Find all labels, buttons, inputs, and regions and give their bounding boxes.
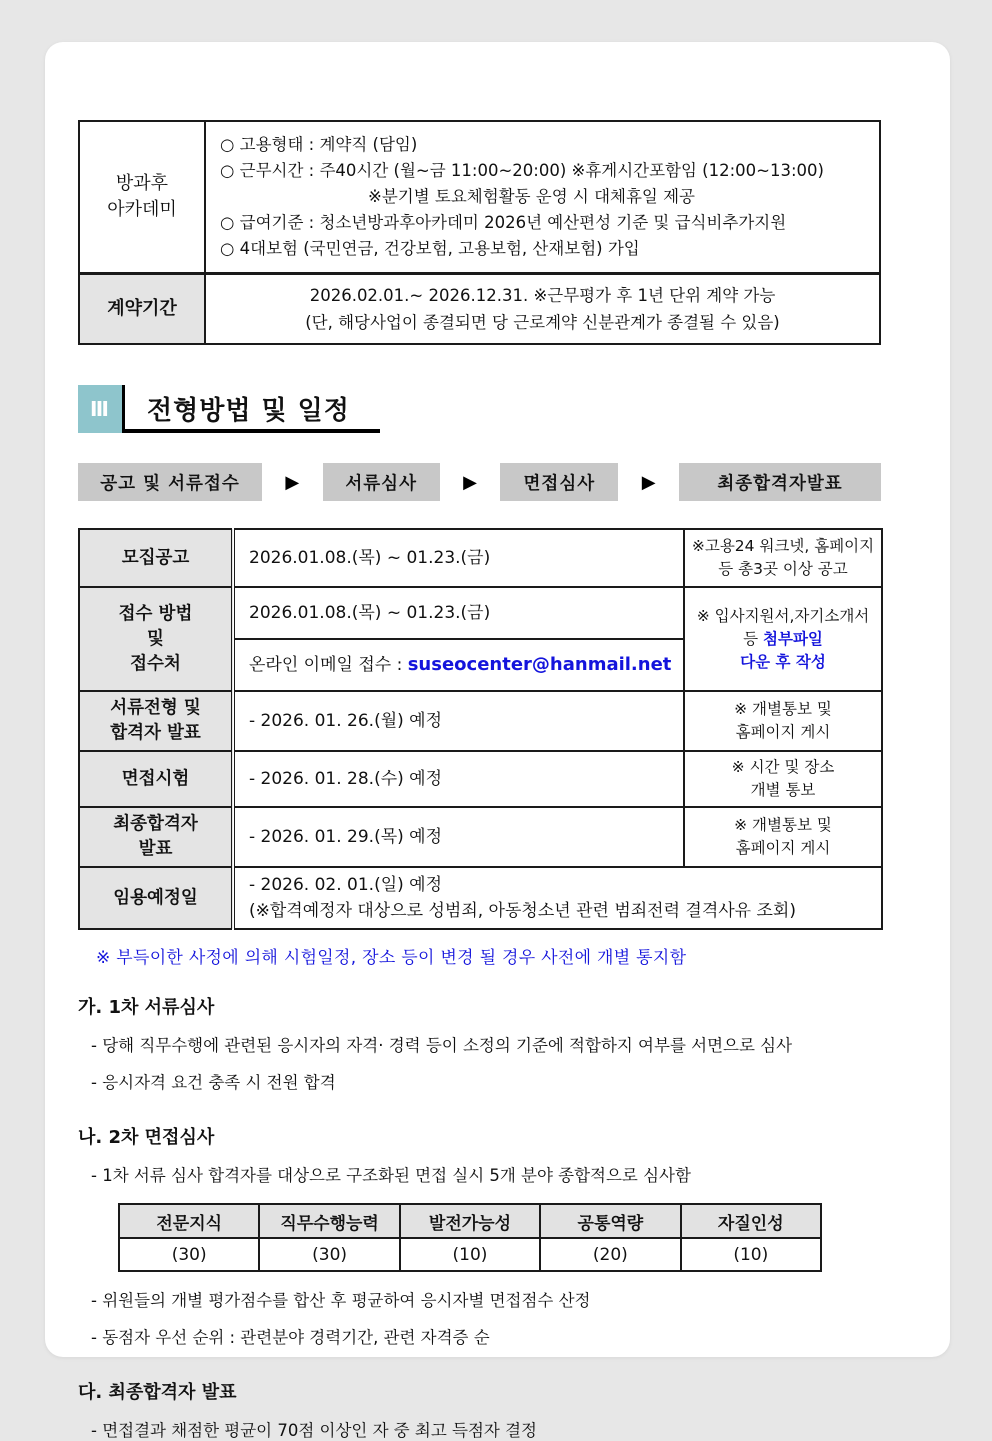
date-line: - 2026. 02. 01.(일) 예정 — [249, 875, 443, 895]
score-value: (10) — [400, 1238, 540, 1271]
change-notice: ※ 부득이한 사정에 의해 시험일정, 장소 등이 변경 될 경우 사전에 개별 통지함 — [96, 948, 687, 968]
list-item: - 응시자격 요건 충족 시 전원 합격 — [91, 1073, 336, 1092]
table-row — [79, 121, 880, 274]
header-line: 및 — [147, 628, 164, 649]
note-line: ※ 개별통보 및 — [734, 700, 832, 718]
interview-score-table — [118, 1203, 822, 1272]
schedule-note — [684, 529, 882, 587]
list-item: - 당해 직무수행에 관련된 응시자의 자격· 경력 등이 소정의 기준에 적합하지 여부를 서면으로 심사 — [91, 1036, 793, 1055]
note-line: 개별 통보 — [750, 781, 816, 799]
note-line: 등 총3곳 이상 공고 — [718, 560, 848, 578]
table-row — [79, 587, 882, 639]
schedule-row-header — [79, 529, 233, 587]
note-line: ※ 개별통보 및 — [734, 816, 832, 834]
schedule-row-header — [79, 751, 233, 807]
section-header — [78, 385, 881, 433]
schedule-row-header — [79, 867, 233, 929]
header-line: 면접시험 — [121, 768, 190, 789]
contract-line: 2026.02.01.~ 2026.12.31. ※근무평가 후 1년 단위 계약 가능 — [309, 286, 776, 305]
employment-row-body — [205, 121, 880, 274]
flow-step: 공고 및 서류접수 — [78, 463, 262, 501]
header-line: 접수 방법 — [118, 603, 193, 624]
note-line — [687, 628, 879, 651]
score-header: 전문지식 — [119, 1204, 259, 1238]
email-label: 온라인 이메일 접수 : — [249, 655, 408, 675]
note-line: ※고용24 워크넷, 홈페이지 — [691, 537, 875, 555]
score-header: 자질인성 — [681, 1204, 821, 1238]
contract-line: (단, 해당사업이 종결되면 당 근로계약 신분관계가 종결될 수 있음) — [305, 313, 780, 332]
header-line: 방과후 — [115, 173, 169, 194]
score-value: (30) — [259, 1238, 399, 1271]
table-row — [79, 807, 882, 867]
schedule-row-header — [79, 691, 233, 751]
list-item: - 위원들의 개별 평가점수를 합산 후 평균하여 응시자별 면접점수 산정 — [91, 1291, 591, 1310]
section-numeral-badge: Ⅲ — [78, 385, 122, 433]
employment-row-header — [79, 121, 205, 274]
arrow-right-icon: ▶ — [463, 471, 477, 493]
employment-line: ※분기별 토요체험활동 운영 시 대체휴일 제공 — [368, 187, 695, 206]
score-value: (10) — [681, 1238, 821, 1271]
page-title: 전형방법 및 일정 — [122, 385, 380, 433]
process-flow — [78, 463, 881, 501]
score-value: (20) — [540, 1238, 680, 1271]
schedule-note — [684, 587, 882, 691]
table-row — [79, 867, 882, 929]
table-row — [79, 691, 882, 751]
list-item: - 1차 서류 심사 합격자를 대상으로 구조화된 면접 실시 5개 분야 종합적으로 심사함 — [91, 1166, 691, 1185]
employment-table — [78, 120, 881, 345]
document-page — [45, 42, 950, 1440]
schedule-date: - 2026. 01. 26.(월) 예정 — [233, 691, 684, 751]
table-row — [119, 1238, 821, 1271]
score-header: 발전가능성 — [400, 1204, 540, 1238]
schedule-table — [78, 528, 883, 930]
header-line: 최종합격자 — [113, 814, 198, 834]
table-row — [79, 751, 882, 807]
date-line: (※합격예정자 대상으로 성범죄, 아동청소년 관련 범죄전력 결격사유 조회) — [249, 901, 796, 921]
flow-step: 서류심사 — [323, 463, 440, 501]
schedule-date: - 2026. 01. 28.(수) 예정 — [233, 751, 684, 807]
list-item: - 동점자 우선 순위 : 관련분야 경력기간, 관련 자격증 순 — [91, 1328, 490, 1347]
note-line: 홈페이지 게시 — [735, 723, 831, 741]
schedule-email-cell — [233, 639, 684, 691]
schedule-note — [684, 807, 882, 867]
arrow-right-icon: ▶ — [641, 471, 656, 493]
header-line: 서류전형 및 — [110, 698, 201, 718]
score-header: 공통역량 — [540, 1204, 680, 1238]
flow-step: 최종합격자발표 — [679, 463, 881, 501]
table-row — [119, 1204, 821, 1238]
header-line: 모집공고 — [121, 547, 190, 568]
schedule-date: 2026.01.08.(목) ~ 01.23.(금) — [233, 587, 684, 639]
note-line: ※ 입사지원서,자기소개서 — [696, 606, 870, 625]
schedule-date: 2026.01.08.(목) ~ 01.23.(금) — [233, 529, 684, 587]
schedule-date — [233, 867, 882, 929]
section-na-title: 나. 2차 면접심사 — [78, 1127, 215, 1148]
score-header: 직무수행능력 — [259, 1204, 399, 1238]
schedule-note — [684, 751, 882, 807]
section-da-title: 다. 최종합격자 발표 — [78, 1382, 237, 1403]
arrow-right-icon: ▶ — [285, 471, 300, 493]
employment-line: ○ 근무시간 : 주40시간 (월~금 11:00~20:00) ※휴게시간포함임 (12:00~13:00) — [220, 161, 824, 180]
header-line: 발표 — [138, 839, 173, 859]
email-address: suseocenter@hanmail.net — [407, 654, 672, 675]
section-ga-title: 가. 1차 서류심사 — [78, 997, 215, 1018]
flow-step: 면접심사 — [500, 463, 618, 501]
note-text-highlight: 첨부파일 — [763, 629, 823, 648]
header-line: 접수처 — [130, 653, 181, 674]
employment-line: ○ 4대보험 (국민연금, 건강보험, 고용보험, 산재보험) 가입 — [220, 239, 640, 258]
employment-line: ○ 급여기준 : 청소년방과후아카데미 2026년 예산편성 기준 및 급식비추가지원 — [220, 213, 787, 232]
contract-period-body — [205, 274, 880, 345]
schedule-date: - 2026. 01. 29.(목) 예정 — [233, 807, 684, 867]
schedule-note — [684, 691, 882, 751]
schedule-row-header — [79, 587, 233, 691]
note-line-highlight: 다운 후 작성 — [740, 652, 826, 671]
contract-period-header: 계약기간 — [79, 274, 205, 345]
table-row — [79, 529, 882, 587]
employment-line: ○ 고용형태 : 계약직 (담임) — [220, 135, 418, 154]
list-item: - 면접결과 채점한 평균이 70점 이상인 자 중 최고 득점자 결정 — [91, 1421, 537, 1440]
note-text: 등 — [743, 629, 763, 648]
header-line: 아카데미 — [107, 199, 177, 220]
score-value: (30) — [119, 1238, 259, 1271]
note-line: ※ 시간 및 장소 — [731, 758, 835, 776]
header-line: 임용예정일 — [113, 887, 198, 908]
schedule-row-header — [79, 807, 233, 867]
note-line: 홈페이지 게시 — [735, 839, 831, 857]
table-row — [79, 274, 880, 345]
header-line: 합격자 발표 — [110, 723, 201, 743]
